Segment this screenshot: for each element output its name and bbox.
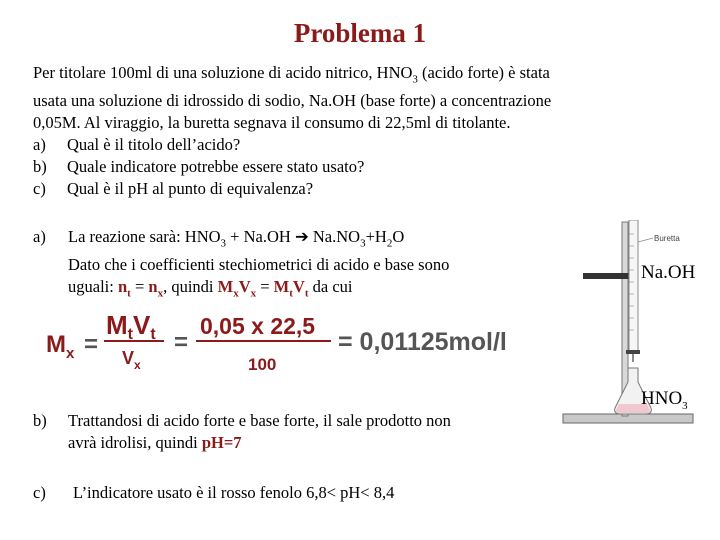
- naoh-label: Na.OH: [641, 262, 696, 283]
- stoichiometry-line: Dato che i coefficienti stechiometrici di acido e base sono: [68, 255, 450, 275]
- reaction-line: La reazione sarà: $HNO_3 + Na.OH$ ➔ $Na.NO_3+H_2O$: [68, 227, 405, 250]
- titer-formula: [46, 308, 526, 378]
- formula-equals-1: =: [84, 331, 99, 358]
- intro-line-2: usata una soluzione di idrossido di sodio, Na.OH (base forte) a concentrazione: [33, 91, 552, 111]
- intro-line-3: 0,05M. Al viraggio, la buretta segnava il consumo di 22,5ml di titolante.: [33, 113, 511, 133]
- answer-b-line-2: avrà idrolisi, quindi pH=7: [68, 433, 242, 452]
- formula-mx: $M_x$: [46, 331, 75, 362]
- formula-denominator: 100: [248, 355, 277, 374]
- answer-a: a) La reazione sarà: $HNO_3 + Na.OH$ ➔ $Na.NO_3+H_2O$ Dato che i coefficienti stechiometrici di acido e base sono uguali: $n_t = n_x$, quindi $M_xV_x = M_tV_t$ da cui: [33, 226, 449, 305]
- formula-equals-2: =: [174, 329, 189, 356]
- answer-c-text: L’indicatore usato è il rosso fenolo 6,8< pH< 8,4: [73, 483, 395, 502]
- answer-b-line-1: Trattandosi di acido forte e base forte, il sale prodotto non: [68, 411, 451, 430]
- formula-mtvt: MtVt: [106, 310, 156, 343]
- burette-tube: [629, 220, 638, 352]
- answer-b: b) Trattandosi di acido forte e base forte, il sale prodotto non avrà idrolisi, quindi pH=7: [33, 411, 451, 452]
- formula-result: = 0,01125mol/l: [338, 328, 507, 356]
- question-c: c) Qual è il pH al punto di equivalenza?: [33, 179, 314, 199]
- burette-label: Buretta: [654, 234, 680, 243]
- stopcock: [626, 350, 640, 354]
- formula-vx: $V_x$: [122, 348, 141, 372]
- question-a: a) Qual è il titolo dell’acido?: [33, 135, 241, 155]
- intro-line-1: Per titolare 100ml di una soluzione di acido nitrico, $HNO_3$ (acido forte) è stata: [33, 63, 550, 86]
- arrow-icon: ➔: [294, 227, 309, 246]
- page-title: Problema 1: [293, 18, 427, 48]
- problem-statement: [33, 62, 693, 200]
- burette-illustration: [555, 220, 720, 430]
- hno3-label: $HNO_3$: [641, 388, 688, 412]
- burette-pointer: [638, 238, 653, 242]
- equality-line: uguali: $n_t = n_x$, quindi $M_xV_x = M_tV_t$ da cui: [68, 277, 353, 300]
- answer-c: c) L’indicatore usato è il rosso fenolo 6,8< pH< 8,4: [33, 483, 395, 502]
- question-b: b) Quale indicatore potrebbe essere stato usato?: [33, 157, 365, 177]
- ph-value: pH=7: [201, 433, 242, 452]
- formula-numerator: 0,05 x 22,5: [200, 313, 316, 339]
